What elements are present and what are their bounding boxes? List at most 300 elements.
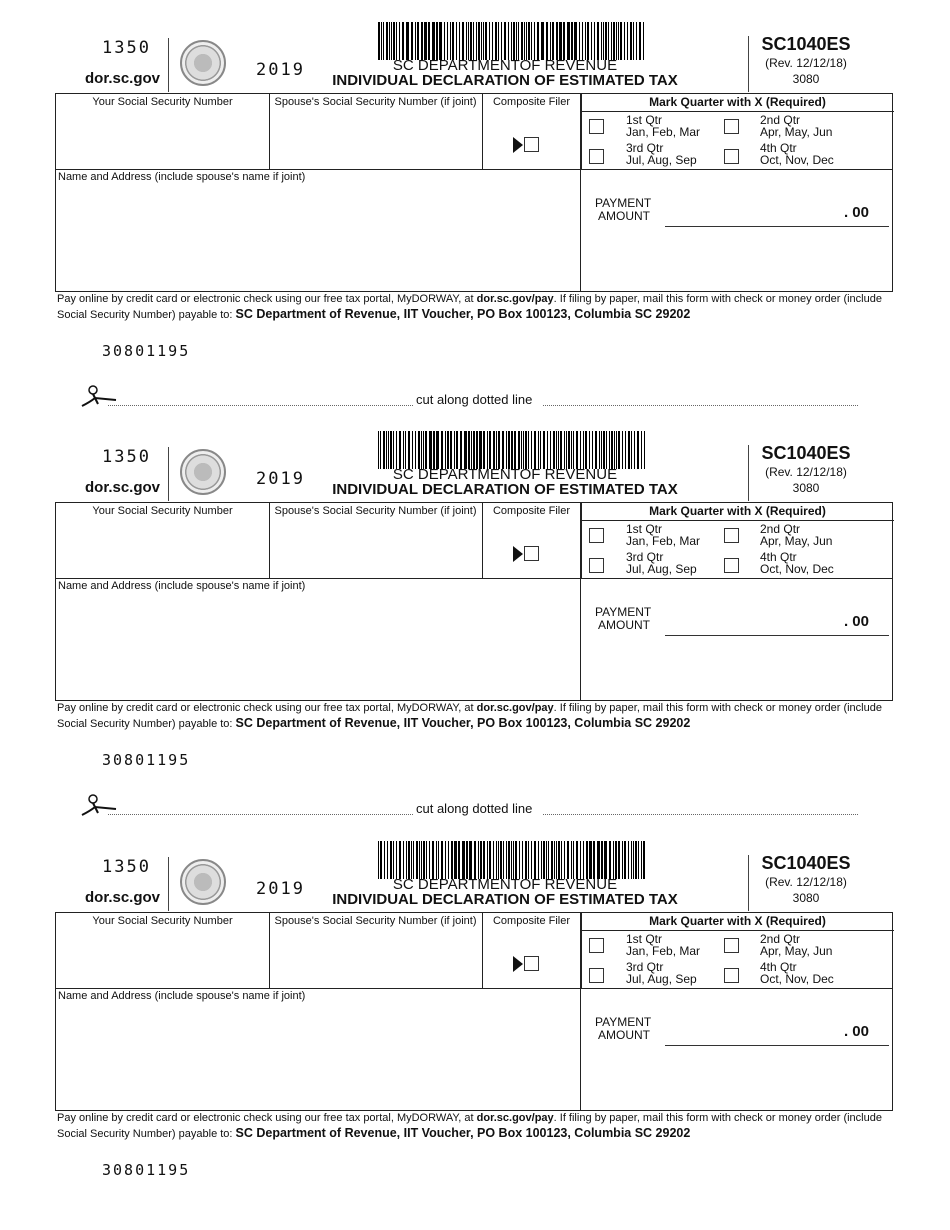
form-title: INDIVIDUAL DECLARATION OF ESTIMATED TAX xyxy=(332,72,678,89)
barcode-bar xyxy=(631,841,632,879)
name-address-label: Name and Address (include spouse's name if joint) xyxy=(58,171,306,183)
payment-amount-field[interactable] xyxy=(665,609,889,636)
q3-months: Jul, Aug, Sep xyxy=(626,153,697,167)
quarter-header: Mark Quarter with X (Required) xyxy=(581,94,894,112)
state-seal-icon xyxy=(180,40,226,86)
q2-checkbox[interactable] xyxy=(724,119,739,134)
barcode-bar xyxy=(380,841,382,879)
barcode-bar xyxy=(613,841,614,879)
arrow-right-icon xyxy=(513,546,523,562)
q1-checkbox[interactable] xyxy=(589,119,604,134)
barcode-bar xyxy=(611,431,613,469)
barcode-bar xyxy=(451,841,453,879)
payment-amount-field[interactable] xyxy=(665,1019,889,1046)
spouse-ssn-field[interactable] xyxy=(269,503,483,578)
barcode-bar xyxy=(597,841,598,879)
barcode-bar xyxy=(393,22,395,60)
barcode-bar xyxy=(466,841,468,879)
q3-label: 3rd Qtr xyxy=(626,550,664,564)
barcode-bar xyxy=(402,22,404,60)
barcode-bar xyxy=(556,841,557,879)
barcode-bar xyxy=(378,431,379,469)
barcode-bar xyxy=(618,841,620,879)
barcode-bar xyxy=(564,431,565,469)
barcode-bar xyxy=(428,22,430,60)
barcode-bar xyxy=(590,841,591,879)
dotted-line xyxy=(108,814,413,815)
cut-line xyxy=(78,799,868,819)
barcode-bar xyxy=(476,22,477,60)
barcode-bar xyxy=(447,431,448,469)
barcode-bar xyxy=(564,841,565,879)
state-seal-icon xyxy=(180,449,226,495)
barcode-bar xyxy=(601,22,602,60)
barcode-bar xyxy=(546,22,548,60)
barcode-bar xyxy=(506,841,507,879)
barcode-bar xyxy=(541,22,542,60)
barcode-bar xyxy=(608,22,609,60)
composite-filer-checkbox[interactable] xyxy=(524,956,539,971)
barcode-bar xyxy=(465,431,466,469)
barcode-bar xyxy=(493,431,495,469)
barcode-bar xyxy=(489,841,490,879)
q4-checkbox[interactable] xyxy=(724,968,739,983)
your-ssn-label: Your Social Security Number xyxy=(92,96,233,108)
spouse-ssn-field[interactable] xyxy=(269,913,483,988)
barcode-bar xyxy=(540,431,541,469)
cut-line xyxy=(78,390,868,410)
barcode-bar xyxy=(483,22,484,60)
barcode-bar xyxy=(498,22,499,60)
barcode-bar xyxy=(573,431,574,469)
barcode-bar xyxy=(405,431,406,469)
barcode-bar xyxy=(433,22,434,60)
quarter-payment-section xyxy=(580,913,894,1110)
barcode-bar xyxy=(618,431,620,469)
barcode-bar xyxy=(597,22,599,60)
barcode-bar xyxy=(476,431,478,469)
payment-instructions xyxy=(57,1111,897,1142)
payment-amount-field[interactable] xyxy=(665,200,889,227)
barcode-bar xyxy=(568,431,570,469)
barcode-bar xyxy=(609,841,611,879)
barcode-bar xyxy=(436,841,437,879)
dotted-line xyxy=(108,405,413,406)
barcode-bar xyxy=(421,431,422,469)
composite-filer-checkbox[interactable] xyxy=(524,546,539,561)
barcode-bar xyxy=(464,431,465,469)
barcode-bar xyxy=(506,431,507,469)
divider xyxy=(748,445,749,501)
barcode-bar xyxy=(386,431,387,469)
barcode-bar xyxy=(508,22,509,60)
quarter-payment-section xyxy=(580,94,894,291)
instructions-text: Pay online by credit card or electronic check using our free tax portal, MyDORWAY, at xyxy=(57,1112,477,1124)
barcode-bar xyxy=(412,431,413,469)
barcode-bar xyxy=(466,22,467,60)
barcode-bar xyxy=(468,22,469,60)
barcode-bar xyxy=(513,841,514,879)
q3-checkbox[interactable] xyxy=(589,968,604,983)
voucher-1 xyxy=(0,20,950,429)
barcode-bar xyxy=(383,22,384,60)
barcode-bar xyxy=(389,22,390,60)
amount-label: AMOUNT xyxy=(598,618,650,632)
barcode-bar xyxy=(566,431,567,469)
barcode-bar xyxy=(514,431,515,469)
barcode-bar xyxy=(403,841,404,879)
your-ssn-field[interactable] xyxy=(56,913,270,988)
barcode-bar xyxy=(501,22,502,60)
barcode-bar xyxy=(576,431,578,469)
barcode-bar xyxy=(393,431,394,469)
barcode-bar xyxy=(496,841,497,879)
composite-filer-cell xyxy=(482,913,582,988)
q4-checkbox[interactable] xyxy=(724,558,739,573)
form-id: SC1040ES xyxy=(761,34,851,54)
barcode-bar xyxy=(537,22,539,60)
barcode-bar xyxy=(474,841,476,879)
barcode-bar xyxy=(616,431,617,469)
voucher-3 xyxy=(0,839,950,1230)
barcode-bar xyxy=(579,22,581,60)
barcode-bar xyxy=(502,431,504,469)
barcode-bar xyxy=(599,431,600,469)
barcode-bar xyxy=(603,22,604,60)
form-code: 1350 xyxy=(102,38,151,58)
spouse-ssn-label: Spouse's Social Security Number (if joint) xyxy=(274,96,477,108)
barcode-bar xyxy=(521,431,522,469)
q4-label: 4th Qtr xyxy=(760,960,797,974)
barcode-bar xyxy=(452,22,454,60)
form-title: INDIVIDUAL DECLARATION OF ESTIMATED TAX xyxy=(332,891,678,908)
barcode-bar xyxy=(411,22,413,60)
barcode-bar xyxy=(445,431,446,469)
barcode-bar xyxy=(508,841,510,879)
form-id: SC1040ES xyxy=(761,853,851,873)
barcode-bar xyxy=(515,841,517,879)
q3-label: 3rd Qtr xyxy=(626,960,664,974)
spouse-ssn-field[interactable] xyxy=(269,94,483,169)
barcode-bar xyxy=(495,22,497,60)
form-number: 3080 xyxy=(792,72,820,86)
barcode-bar xyxy=(478,22,480,60)
barcode-bar xyxy=(571,841,572,879)
q3-months: Jul, Aug, Sep xyxy=(626,562,697,576)
barcode-bar xyxy=(547,431,548,469)
barcode-bar xyxy=(628,841,630,879)
composite-filer-cell xyxy=(482,503,582,578)
barcode-bar xyxy=(418,431,420,469)
q1-checkbox[interactable] xyxy=(589,938,604,953)
voucher-form-table xyxy=(55,912,893,1111)
website: dor.sc.gov xyxy=(85,889,161,906)
scan-number: 30801195 xyxy=(102,751,191,769)
barcode-bar xyxy=(531,431,532,469)
barcode-bar xyxy=(518,431,520,469)
barcode-bar xyxy=(556,22,558,60)
barcode-bar xyxy=(421,22,423,60)
barcode-bar xyxy=(429,841,430,879)
barcode-bar xyxy=(543,431,545,469)
barcode-bar xyxy=(403,431,404,469)
composite-label: Composite Filer xyxy=(492,96,571,108)
barcode-bar xyxy=(415,22,416,60)
barcode-bar xyxy=(380,431,381,469)
spouse-ssn-label: Spouse's Social Security Number (if joint) xyxy=(274,505,477,517)
quarter-payment-section xyxy=(580,503,894,700)
barcode-bar xyxy=(620,22,622,60)
barcode-bar xyxy=(593,841,595,879)
barcode xyxy=(378,22,646,60)
q2-checkbox[interactable] xyxy=(724,528,739,543)
composite-label: Composite Filer xyxy=(492,505,571,517)
barcode-bar xyxy=(384,841,385,879)
q1-checkbox[interactable] xyxy=(589,528,604,543)
department-name: SC DEPARTMENTOF REVENUE xyxy=(392,466,618,483)
your-ssn-label: Your Social Security Number xyxy=(92,505,233,517)
q4-months: Oct, Nov, Dec xyxy=(760,972,834,986)
amount-label: AMOUNT xyxy=(598,209,650,223)
barcode-bar xyxy=(426,841,427,879)
barcode-bar xyxy=(589,431,590,469)
q2-months: Apr, May, Jun xyxy=(760,944,833,958)
barcode-bar xyxy=(518,22,519,60)
cents-label: . 00 xyxy=(843,204,869,221)
barcode-bar xyxy=(586,841,588,879)
divider xyxy=(168,38,169,92)
name-address-label: Name and Address (include spouse's name if joint) xyxy=(58,580,306,592)
barcode-bar xyxy=(423,431,424,469)
barcode-bar xyxy=(560,431,562,469)
amount-label: AMOUNT xyxy=(598,1028,650,1042)
barcode-bar xyxy=(635,841,637,879)
pay-link[interactable]: dor.sc.gov/pay xyxy=(476,293,554,305)
barcode-bar xyxy=(589,841,590,879)
barcode-bar xyxy=(489,431,490,469)
barcode-bar xyxy=(622,431,623,469)
barcode-bar xyxy=(399,431,401,469)
barcode-bar xyxy=(438,841,439,879)
barcode-bar xyxy=(525,841,527,879)
barcode-bar xyxy=(448,841,449,879)
barcode-bar xyxy=(534,841,536,879)
barcode-bar xyxy=(523,431,524,469)
composite-label: Composite Filer xyxy=(492,915,571,927)
divider xyxy=(748,36,749,92)
form-number: 3080 xyxy=(792,481,820,495)
name-address-field[interactable] xyxy=(56,1003,580,1108)
barcode-bar xyxy=(603,431,605,469)
barcode-bar xyxy=(631,431,632,469)
barcode-bar xyxy=(478,841,479,879)
pay-link[interactable]: dor.sc.gov/pay xyxy=(476,702,554,714)
barcode-bar xyxy=(634,431,635,469)
barcode-bar xyxy=(483,841,485,879)
barcode-bar xyxy=(450,22,451,60)
barcode-bar xyxy=(633,22,634,60)
barcode-bar xyxy=(390,841,392,879)
barcode-bar xyxy=(513,22,515,60)
barcode-bar xyxy=(601,841,603,879)
q2-months: Apr, May, Jun xyxy=(760,125,833,139)
barcode-bar xyxy=(550,22,551,60)
barcode-bar xyxy=(580,841,581,879)
barcode-bar xyxy=(425,431,427,469)
barcode-bar xyxy=(415,431,416,469)
barcode-bar xyxy=(515,431,516,469)
barcode-bar xyxy=(485,22,487,60)
barcode-bar xyxy=(381,22,382,60)
barcode-bar xyxy=(454,841,455,879)
barcode-bar xyxy=(615,841,616,879)
barcode-bar xyxy=(496,431,497,469)
tax-year: 2019 xyxy=(256,60,305,80)
barcode-bar xyxy=(606,431,607,469)
name-address-field[interactable] xyxy=(56,184,580,289)
instructions-text-2: . If filing by paper, mail this form with check or money order (include Social Security Number) payable to: xyxy=(57,1112,882,1140)
revision: (Rev. 12/12/18) xyxy=(765,56,847,70)
your-ssn-field[interactable] xyxy=(56,503,270,578)
barcode-bar xyxy=(524,22,525,60)
barcode-bar xyxy=(534,431,536,469)
payment-label: PAYMENT xyxy=(595,605,652,619)
barcode-bar xyxy=(538,841,539,879)
pay-link[interactable]: dor.sc.gov/pay xyxy=(476,1112,554,1124)
dotted-line xyxy=(543,814,858,815)
barcode-bar xyxy=(546,841,547,879)
barcode-bar xyxy=(571,22,573,60)
barcode-bar xyxy=(636,22,637,60)
form-id-block xyxy=(752,34,860,87)
department-name: SC DEPARTMENTOF REVENUE xyxy=(392,876,618,893)
barcode-bar xyxy=(598,841,599,879)
barcode-bar xyxy=(519,841,520,879)
barcode-bar xyxy=(429,431,430,469)
barcode-bar xyxy=(639,22,641,60)
barcode-bar xyxy=(396,431,397,469)
dotted-line xyxy=(543,405,858,406)
composite-filer-cell xyxy=(482,94,582,169)
instructions-text: Pay online by credit card or electronic check using our free tax portal, MyDORWAY, at xyxy=(57,702,477,714)
barcode-bar xyxy=(534,22,535,60)
barcode-bar xyxy=(468,431,470,469)
barcode-bar xyxy=(471,431,472,469)
q3-checkbox[interactable] xyxy=(589,149,604,164)
barcode-bar xyxy=(391,22,392,60)
barcode-bar xyxy=(605,841,606,879)
barcode-bar xyxy=(618,22,619,60)
q2-label: 2nd Qtr xyxy=(760,113,801,127)
barcode-bar xyxy=(613,22,615,60)
barcode-bar xyxy=(417,22,418,60)
q4-label: 4th Qtr xyxy=(760,550,797,564)
payment-instructions xyxy=(57,292,897,323)
your-ssn-label: Your Social Security Number xyxy=(92,915,233,927)
name-address-label: Name and Address (include spouse's name if joint) xyxy=(58,990,306,1002)
name-address-field[interactable] xyxy=(56,593,580,698)
barcode-bar xyxy=(558,841,560,879)
scan-number: 30801195 xyxy=(102,342,191,360)
barcode-bar xyxy=(644,431,645,469)
barcode-bar xyxy=(432,841,434,879)
barcode-bar xyxy=(454,431,455,469)
cents-label: . 00 xyxy=(843,613,869,630)
instructions-text-2: . If filing by paper, mail this form with check or money order (include Social Security Number) payable to: xyxy=(57,702,882,730)
barcode-bar xyxy=(425,22,426,60)
barcode-bar xyxy=(543,841,545,879)
barcode-bar xyxy=(437,431,438,469)
barcode xyxy=(378,841,646,879)
barcode-bar xyxy=(390,431,392,469)
q3-months: Jul, Aug, Sep xyxy=(626,972,697,986)
form-code: 1350 xyxy=(102,447,151,467)
instructions-text-2: . If filing by paper, mail this form with check or money order (include Social Security Number) payable to: xyxy=(57,293,882,321)
voucher-form-table xyxy=(55,502,893,701)
barcode-bar xyxy=(585,22,586,60)
barcode-bar xyxy=(551,841,553,879)
barcode-bar xyxy=(559,22,560,60)
q4-label: 4th Qtr xyxy=(760,141,797,155)
q2-checkbox[interactable] xyxy=(724,938,739,953)
barcode-bar xyxy=(473,22,474,60)
barcode-bar xyxy=(611,22,612,60)
barcode-bar xyxy=(625,431,626,469)
scissors-icon xyxy=(78,384,118,410)
barcode-bar xyxy=(447,22,448,60)
barcode-bar xyxy=(459,22,460,60)
cents-label: . 00 xyxy=(843,1023,869,1040)
barcode-bar xyxy=(641,841,642,879)
barcode-bar xyxy=(462,22,464,60)
q2-label: 2nd Qtr xyxy=(760,932,801,946)
barcode-bar xyxy=(628,431,630,469)
payment-label: PAYMENT xyxy=(595,196,652,210)
q2-label: 2nd Qtr xyxy=(760,522,801,536)
voucher-form-table xyxy=(55,93,893,292)
barcode-bar xyxy=(511,431,513,469)
barcode-bar xyxy=(561,841,562,879)
barcode-bar xyxy=(601,431,602,469)
barcode-bar xyxy=(528,431,529,469)
barcode-bar xyxy=(522,841,523,879)
barcode-bar xyxy=(386,22,388,60)
q4-checkbox[interactable] xyxy=(724,149,739,164)
barcode-bar xyxy=(408,841,410,879)
your-ssn-field[interactable] xyxy=(56,94,270,169)
barcode-bar xyxy=(458,841,460,879)
barcode-bar xyxy=(487,841,488,879)
barcode-bar xyxy=(445,841,446,879)
mailing-address: SC Department of Revenue, IIT Voucher, PO Box 100123, Columbia SC 29202 xyxy=(235,1126,691,1140)
barcode-bar xyxy=(480,431,481,469)
barcode-bar xyxy=(637,431,639,469)
barcode-bar xyxy=(456,431,457,469)
quarter-header: Mark Quarter with X (Required) xyxy=(581,913,894,931)
payment-instructions xyxy=(57,701,897,732)
cut-label: cut along dotted line xyxy=(416,801,533,816)
q3-checkbox[interactable] xyxy=(589,558,604,573)
barcode-bar xyxy=(470,22,472,60)
barcode-bar xyxy=(406,841,407,879)
q1-label: 1st Qtr xyxy=(626,932,663,946)
form-id-block xyxy=(752,443,860,496)
mailing-address: SC Department of Revenue, IIT Voucher, PO Box 100123, Columbia SC 29202 xyxy=(235,716,691,730)
barcode-bar xyxy=(473,431,474,469)
barcode-bar xyxy=(627,22,628,60)
composite-filer-checkbox[interactable] xyxy=(524,137,539,152)
website: dor.sc.gov xyxy=(85,70,161,87)
